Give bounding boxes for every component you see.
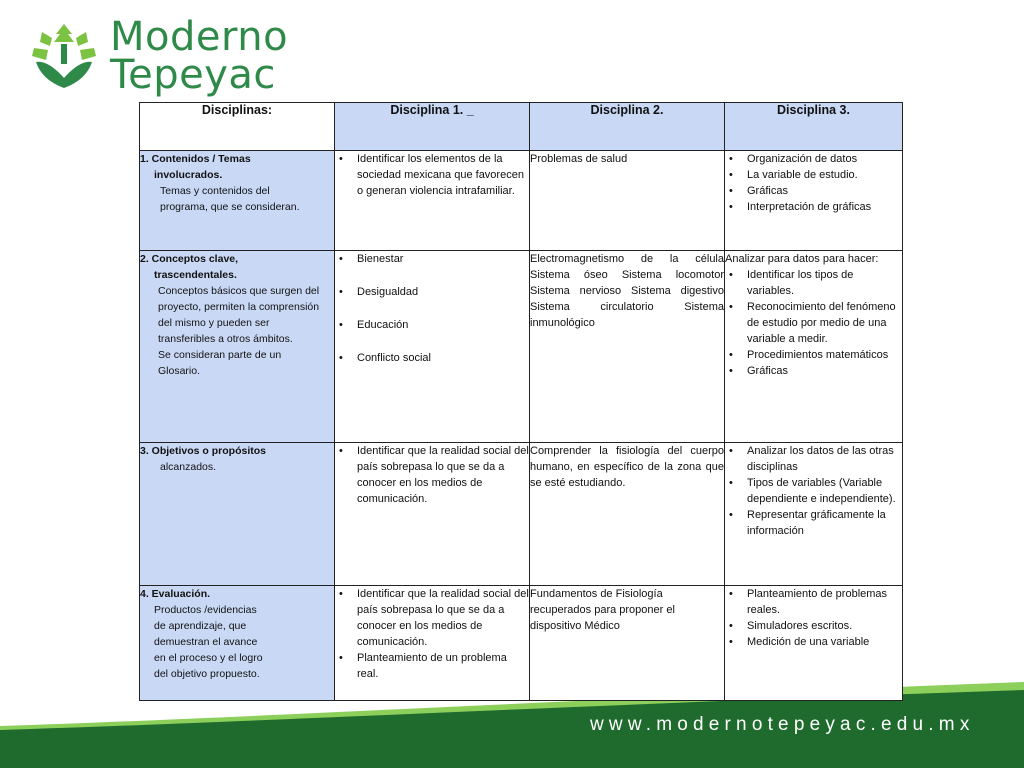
list-item: • Planteamiento de un problema real. — [357, 650, 529, 682]
table-row — [140, 251, 903, 443]
header-disciplina-1: Disciplina 1. _ — [335, 103, 530, 151]
label-line: 2. Conceptos clave, — [140, 253, 239, 265]
list-item: • Desigualdad — [357, 284, 529, 300]
cell-d3 — [725, 251, 903, 443]
list-item: • Reconocimiento del fenómeno de estudio por medio de una variable a medir. — [747, 299, 902, 347]
label-line: del mismo y pueden ser — [158, 317, 270, 329]
list-item: • Planteamiento de problemas reales. — [747, 586, 902, 618]
cell-d3 — [725, 443, 903, 586]
cell-d1 — [335, 251, 530, 443]
list-item: • Organización de datos — [747, 151, 902, 167]
label-line: 4. Evaluación. — [140, 588, 211, 600]
disciplines-table — [139, 102, 903, 701]
list-item: • Analizar los datos de las otras disciplinas — [747, 443, 902, 475]
list-item: • Conflicto social — [357, 350, 529, 366]
label-line: de aprendizaje, que — [154, 620, 247, 632]
list-item: • Identificar los tipos de variables. — [747, 267, 902, 299]
label-line: alcanzados. — [160, 461, 217, 473]
cell-intro: Analizar para datos para hacer: — [725, 253, 879, 265]
cell-text: Electromagnetismo de la célula Sistema óseo Sistema locomotor Sistema nervioso Sistema digestivo Sistema circulatorio Sistema inmunológico — [530, 253, 724, 329]
cell-d2 — [530, 151, 725, 251]
list-item: • Medición de una variable — [747, 634, 902, 650]
school-logo — [28, 12, 318, 98]
school-name — [110, 14, 289, 98]
label-line: Conceptos básicos que surgen del — [158, 285, 320, 297]
header-disciplina-3: Disciplina 3. — [725, 103, 903, 151]
label-line: demuestran el avance — [154, 636, 258, 648]
cell-d3 — [725, 586, 903, 701]
label-line: 3. Objetivos o propósitos — [140, 445, 267, 457]
list-item: • Interpretación de gráficas — [747, 199, 902, 215]
cell-d1 — [335, 443, 530, 586]
label-line: trascendentales. — [154, 269, 237, 281]
cell-text: Comprender la fisiología del cuerpo humano, en específico de la zona que se esté estudiando. — [530, 445, 724, 489]
label-line: programa, que se consideran. — [160, 201, 300, 213]
cell-d3 — [725, 151, 903, 251]
row-label-evaluacion — [140, 586, 335, 701]
bullet-list — [725, 151, 902, 215]
bullet-list — [335, 151, 529, 199]
school-name-line-1: Moderno — [110, 14, 289, 60]
label-line: Se consideran parte de un — [158, 349, 282, 361]
list-item: • Educación — [357, 317, 529, 333]
row-label-objetivos — [140, 443, 335, 586]
list-item: • Gráficas — [747, 183, 902, 199]
label-line: Productos /evidencias — [154, 604, 257, 616]
list-item: • Gráficas — [747, 363, 902, 379]
bullet-list — [725, 267, 902, 379]
row-label-contenidos — [140, 151, 335, 251]
label-line: 1. Contenidos / Temas — [140, 153, 251, 165]
label-line: transferibles a otros ámbitos. — [158, 333, 293, 345]
list-item: • Identificar que la realidad social del país sobrepasa lo que se da a conocer en los medios de comunicación. — [357, 586, 529, 650]
table-row — [140, 586, 903, 701]
label-line: del objetivo propuesto. — [154, 668, 260, 680]
list-item: • Identificar que la realidad social del país sobrepasa lo que se da a conocer en los medios de comunicación. — [357, 443, 529, 507]
list-item: • Identificar los elementos de la sociedad mexicana que favorecen o generan violencia intrafamiliar. — [357, 151, 529, 199]
bullet-list — [335, 586, 529, 682]
list-item: • Procedimientos matemáticos — [747, 347, 902, 363]
row-label-conceptos — [140, 251, 335, 443]
tree-logo-icon — [28, 20, 100, 92]
cell-d2 — [530, 251, 725, 443]
table-header-row — [140, 103, 903, 151]
school-name-line-2: Tepeyac — [110, 52, 276, 98]
list-item: • Representar gráficamente la información — [747, 507, 902, 539]
header-disciplina-2: Disciplina 2. — [530, 103, 725, 151]
label-line: proyecto, permiten la comprensión — [158, 301, 320, 313]
website-url: www.modernotepeyac.edu.mx — [590, 714, 975, 735]
bullet-list — [335, 251, 529, 366]
bullet-list — [725, 586, 902, 650]
table-row — [140, 443, 903, 586]
bullet-list — [335, 443, 529, 507]
label-line: Glosario. — [158, 365, 201, 377]
list-item: • Bienestar — [357, 251, 529, 267]
cell-d2 — [530, 443, 725, 586]
cell-text: Fundamentos de Fisiología recuperados para proponer el dispositivo Médico — [530, 588, 675, 632]
cell-text: Problemas de salud — [530, 153, 628, 165]
cell-d2 — [530, 586, 725, 701]
cell-d1 — [335, 151, 530, 251]
label-line: involucrados. — [154, 169, 223, 181]
cell-d1 — [335, 586, 530, 701]
header-disciplinas: Disciplinas: — [140, 103, 335, 151]
table-row — [140, 151, 903, 251]
list-item: • La variable de estudio. — [747, 167, 902, 183]
bullet-list — [725, 443, 902, 539]
label-line: en el proceso y el logro — [154, 652, 263, 664]
list-item: • Simuladores escritos. — [747, 618, 902, 634]
list-item: • Tipos de variables (Variable dependiente e independiente). — [747, 475, 902, 507]
label-line: Temas y contenidos del — [160, 185, 270, 197]
